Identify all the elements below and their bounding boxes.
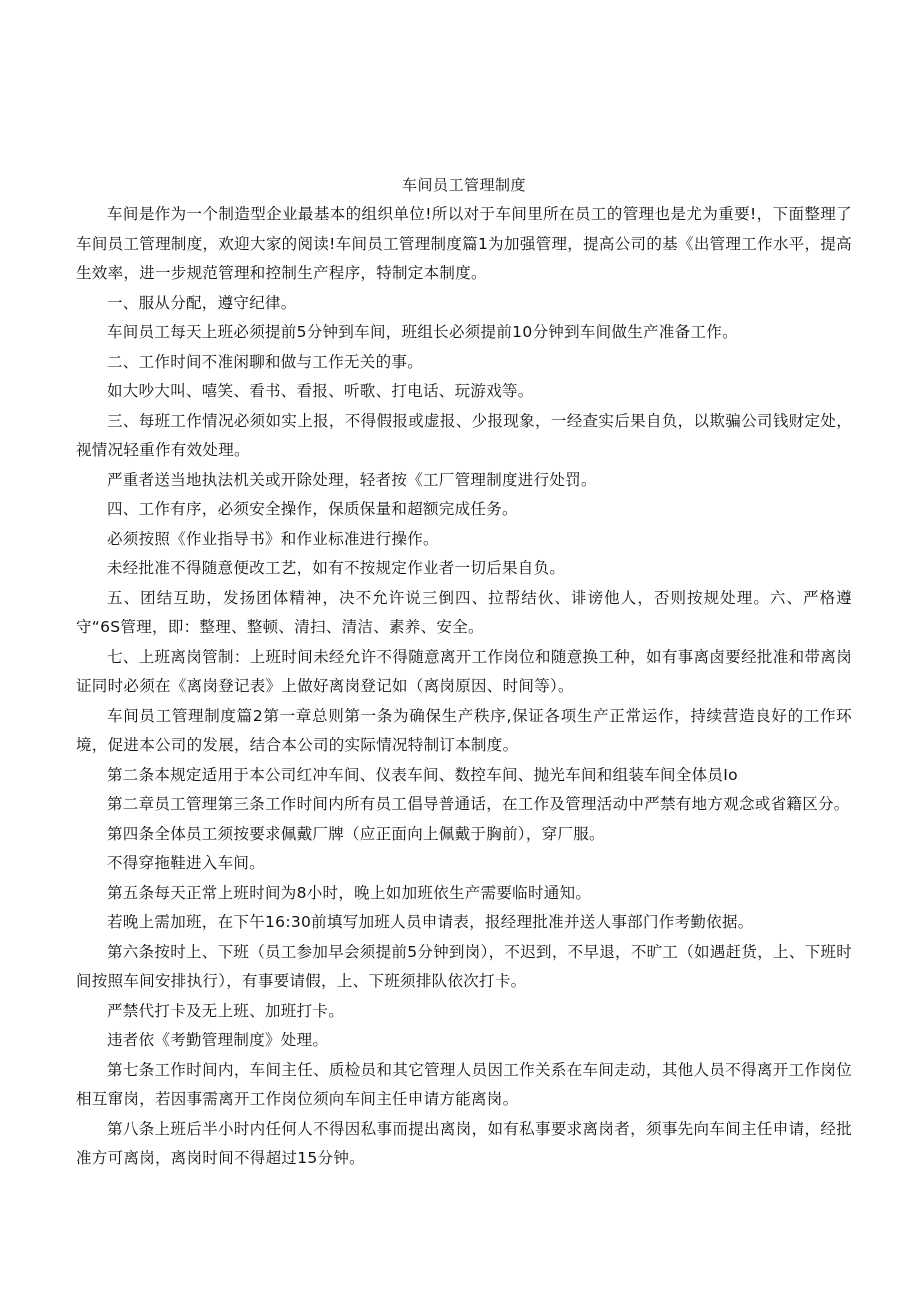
paragraph-attendance-rule: 违者依《考勤管理制度》处理。 [107, 1031, 329, 1049]
paragraph-rule-3: 三、每班工作情况必须如实上报，不得假报或虚报、少报现象，一经查实后果自负，以欺骗公司钱财定处，视情况轻重作有效处理。 [76, 411, 852, 459]
document-page [76, 170, 852, 1174]
paragraph-article-2: 第二条本规定适用于本公司红冲车间、仪表车间、数控车间、抛光车间和组装车间全体员Io [107, 765, 738, 784]
paragraph-article-6: 第六条按时上、下班（员工参加早会须提前5分钟到岗），不迟到，不早退，不旷工（如遇赶货，上、下班时间按照车间安排执行），有事要请假，上、下班须排队依次打卡。 [76, 942, 853, 990]
paragraph-arrival-time: 车间员工每天上班必须提前5分钟到车间，班组长必须提前10分钟到车间做生产准备工作。 [107, 323, 738, 341]
paragraph-no-proxy-punch: 严禁代打卡及无上班、加班打卡。 [107, 1001, 345, 1020]
paragraph-part-2-intro: 车间员工管理制度篇2第一章总则第一条为确保生产秩序,保证各项生产正常运作，持续营造良好的工作环境，促进本公司的发展，结合本公司的实际情况特制订本制度。 [76, 706, 852, 754]
paragraph-rule-2: 二、工作时间不准闲聊和做与工作无关的事。 [107, 352, 424, 371]
paragraph-article-3: 第二章员工管理第三条工作时间内所有员工倡导普通话，在工作及管理活动中严禁有地方观念或省籍区分。 [107, 795, 850, 813]
paragraph-intro: 车间是作为一个制造型企业最基本的组织单位!所以对于车间里所在员工的管理也是尤为重要!，下面整理了车间员工管理制度，欢迎大家的阅读!车间员工管理制度篇1为加强管理，提高公司的基《出管理工作水平，提高生效率，进一步规范管理和控制生产程序，特制定本制度。 [76, 205, 852, 282]
paragraph-work-guide: 必须按照《作业指导书》和作业标准进行操作。 [107, 529, 439, 548]
paragraph-rule-7: 七、上班离岗管制：上班时间未经允许不得随意离开工作岗位和随意换工种，如有事离卤要经批准和带离岗证同时必须在《离岗登记表》上做好离岗登记如（离岗原因、时间等）。 [76, 647, 852, 695]
document-title: 车间员工管理制度 [401, 176, 526, 194]
paragraph-rule-1: 一、服从分配，遵守纪律。 [107, 293, 297, 312]
paragraph-rule-4: 四、工作有序，必须安全操作，保质保量和超额完成任务。 [107, 500, 518, 518]
paragraph-no-slippers: 不得穿拖鞋进入车间。 [107, 854, 266, 872]
paragraph-process-change: 未经批准不得随意便改工艺，如有不按规定作业者一切后果自负。 [107, 559, 566, 577]
paragraph-article-8: 第八条上班后半小时内任何人不得因私事而提出离岗，如有私事要求离岗者，须事先向车间主任申请，经批准方可离岗，离岗时间不得超过15分钟。 [76, 1119, 852, 1167]
paragraph-penalty: 严重者送当地执法机关或开除处理，轻者按《工厂管理制度进行处罚。 [107, 470, 597, 489]
paragraph-article-4: 第四条全体员工须按要求佩戴厂牌（应正面向上佩戴于胸前），穿厂服。 [107, 824, 605, 843]
paragraph-article-5: 第五条每天正常上班时间为8小时，晚上如加班依生产需要临时通知。 [107, 883, 592, 902]
paragraph-prohibited-acts: 如大吵大叫、嘻笑、看书、看报、听歌、打电话、玩游戏等。 [107, 382, 534, 400]
paragraph-article-7: 第七条工作时间内，车间主任、质检员和其它管理人员因工作关系在车间走动，其他人员不得离开工作岗位相互窜岗，若因事需离开工作岗位须向车间主任申请方能离岗。 [76, 1060, 852, 1108]
paragraph-overtime: 若晚上需加班，在下午16:30前填写加班人员申请表，报经理批准并送人事部门作考勤依据。 [107, 913, 754, 931]
paragraph-rule-5-6: 五、团结互助，发扬团体精神，决不允许说三倒四、拉帮结伙、诽谤他人，否则按规处理。六、严格遵守“6S管理，即：整理、整顿、清扫、清洁、素养、安全。 [76, 588, 852, 636]
